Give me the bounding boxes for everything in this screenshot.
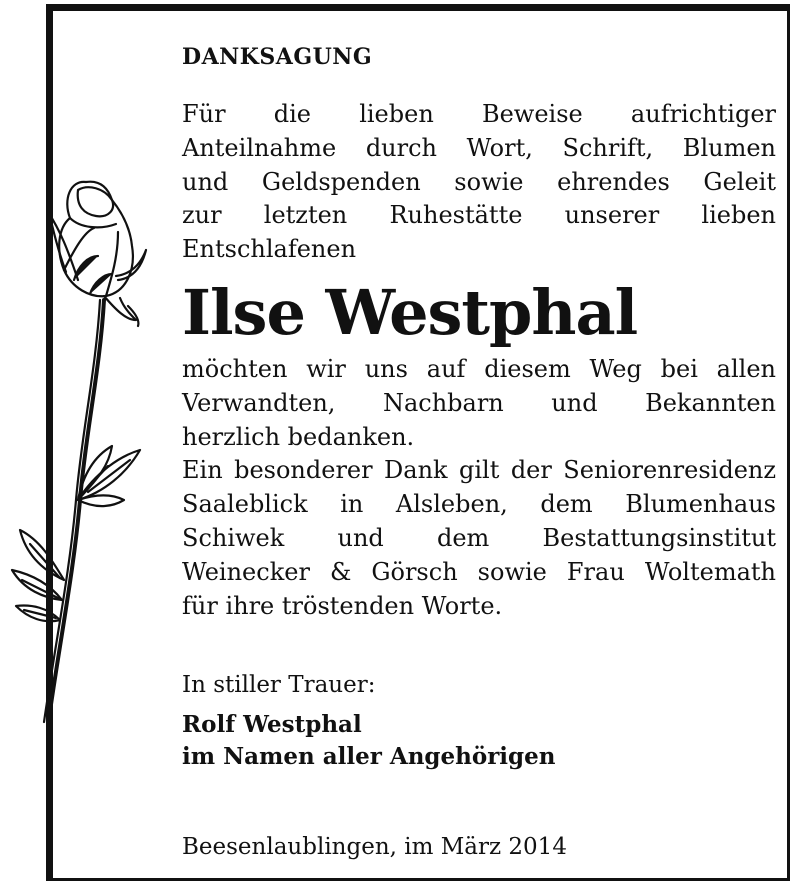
thanks-line: herzlich bedanken. bbox=[182, 422, 415, 451]
thanks-line: Verwandten, Nachbarn und Bekannten bbox=[182, 388, 776, 417]
mourning-label: In stiller Trauer: bbox=[182, 672, 376, 699]
place-date: Beesenlaublingen, im März 2014 bbox=[182, 834, 567, 861]
signature-name: Rolf Westphal bbox=[182, 711, 362, 739]
intro-line: und Geldspenden sowie ehrendes Geleit bbox=[182, 167, 776, 196]
intro-paragraph bbox=[182, 98, 776, 267]
intro-line: Für die lieben Beweise aufrichtiger bbox=[182, 100, 776, 128]
thanks-line: Ein besonderer Dank gilt der Seniorenresidenz bbox=[182, 456, 776, 485]
thanks-line: Weinecker & Görsch sowie Frau Woltemath bbox=[182, 557, 776, 586]
thanks-line: Saaleblick in Alsleben, dem Blumenhaus bbox=[182, 490, 776, 519]
thanks-paragraph bbox=[182, 353, 776, 623]
signature-relatives: im Namen aller Angehörigen bbox=[182, 743, 556, 771]
intro-line: Anteilnahme durch Wort, Schrift, Blumen bbox=[182, 133, 776, 162]
intro-line: zur letzten Ruhestätte unserer lieben bbox=[182, 201, 776, 230]
deceased-name: Ilse Westphal bbox=[182, 275, 638, 349]
thanks-line: für ihre tröstenden Worte. bbox=[182, 591, 503, 620]
thanks-line: Schiwek und dem Bestattungsinstitut bbox=[182, 523, 776, 552]
notice-heading: DANKSAGUNG bbox=[182, 44, 373, 70]
notice-content bbox=[182, 42, 776, 863]
thanks-line: möchten wir uns auf diesem Weg bei allen bbox=[182, 354, 776, 383]
intro-line: Entschlafenen bbox=[182, 235, 357, 264]
rose-icon bbox=[8, 170, 158, 740]
